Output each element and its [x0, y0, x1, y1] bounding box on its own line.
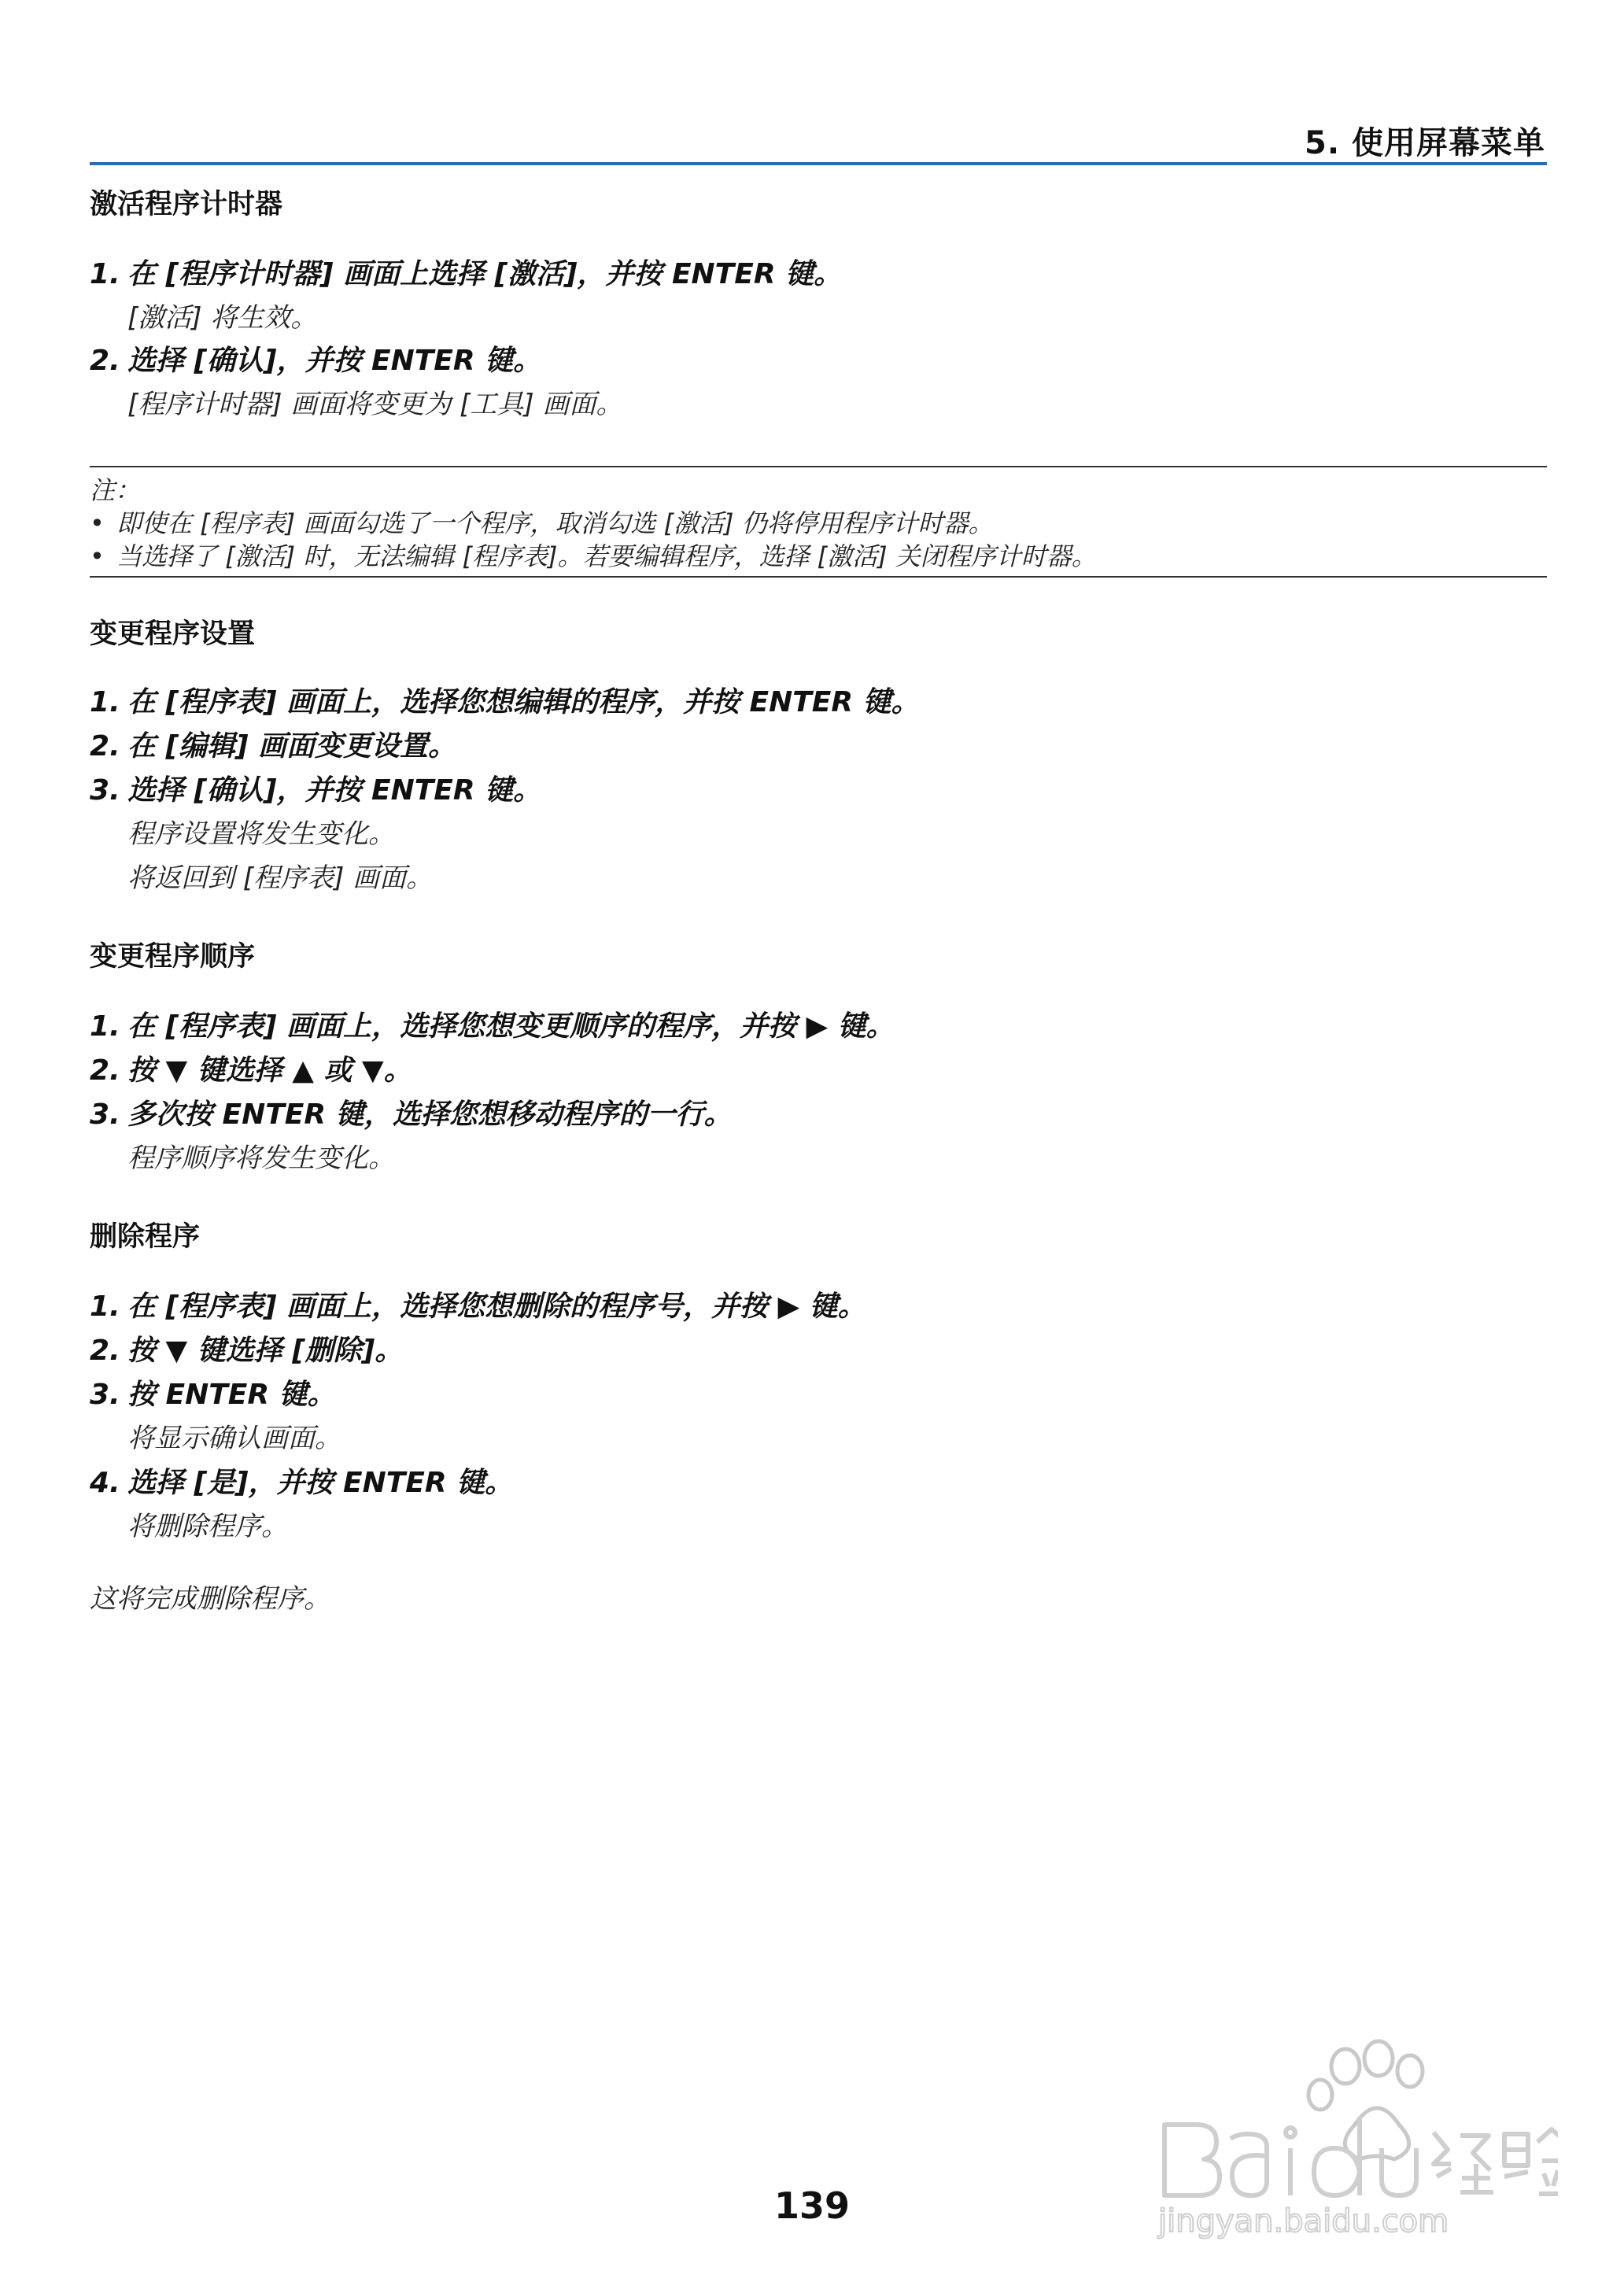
step-number: 2. — [90, 1054, 120, 1087]
note-text: 当选择了 [激活] 时，无法编辑 [程序表]。若要编辑程序，选择 [激活] 关闭程序计时器。 — [116, 541, 1097, 571]
step-number: 3. — [90, 774, 120, 807]
step-item — [90, 338, 541, 378]
step-number: 1. — [90, 1010, 120, 1043]
section-title-delete-program: 删除程序 — [90, 1221, 201, 1253]
bullet-icon: • — [90, 508, 105, 538]
step-text: 按 ▼ 键选择 [删除]。 — [127, 1335, 404, 1367]
section-title-change-order: 变更程序顺序 — [90, 941, 256, 973]
note-text: 即使在 [程序表] 画面勾选了一个程序，取消勾选 [激活] 仍将停用程序计时器。 — [116, 508, 994, 538]
step-number: 2. — [90, 345, 120, 377]
step-item — [90, 1328, 403, 1368]
step-item — [90, 1460, 513, 1501]
note-bottom-rule — [90, 576, 1547, 578]
step-item — [90, 768, 541, 808]
step-item — [90, 1004, 895, 1044]
step-text: 在 [程序表] 画面上，选择您想删除的程序号，并按 ▶ 键。 — [127, 1291, 866, 1323]
watermark-url: jingyan.baidu.com — [1158, 2203, 1449, 2239]
section-title-edit-settings: 变更程序设置 — [90, 618, 256, 650]
bullet-icon: • — [90, 541, 105, 571]
step-detail: 将返回到 [程序表] 画面。 — [127, 862, 434, 894]
step-item — [90, 1048, 412, 1088]
step-text: 选择 [是]，并按 ENTER 键。 — [127, 1467, 514, 1499]
header-divider — [90, 162, 1547, 165]
step-item — [90, 1092, 733, 1132]
section-title-activate: 激活程序计时器 — [90, 189, 283, 220]
step-detail: 程序顺序将发生变化。 — [127, 1143, 395, 1174]
step-number: 1. — [90, 686, 120, 718]
step-detail: [程序计时器] 画面将变更为 [工具] 画面。 — [127, 389, 623, 420]
step-number: 2. — [90, 1335, 120, 1367]
step-number: 1. — [90, 258, 120, 290]
step-detail: 将删除程序。 — [127, 1511, 288, 1542]
step-text: 在 [程序表] 画面上，选择您想编辑的程序，并按 ENTER 键。 — [127, 686, 920, 718]
step-text: 在 [编辑] 画面变更设置。 — [127, 730, 456, 762]
step-text: 按 ENTER 键。 — [127, 1379, 336, 1411]
step-item — [90, 724, 456, 764]
step-item — [90, 1284, 866, 1324]
step-detail: 程序设置将发生变化。 — [127, 818, 395, 850]
step-number: 3. — [90, 1098, 120, 1131]
step-detail: 将显示确认画面。 — [127, 1423, 341, 1454]
step-number: 1. — [90, 1291, 120, 1323]
step-number: 3. — [90, 1379, 120, 1411]
step-number: 4. — [90, 1467, 120, 1499]
chapter-title: 5. 使用屏幕菜单 — [1305, 125, 1545, 161]
step-text: 选择 [确认]，并按 ENTER 键。 — [127, 345, 542, 377]
page-number: 139 — [773, 2184, 851, 2227]
step-detail: [激活] 将生效。 — [127, 302, 318, 334]
step-item — [90, 1372, 336, 1412]
note-top-rule — [90, 466, 1547, 467]
step-number: 2. — [90, 730, 120, 762]
step-item — [90, 252, 842, 292]
step-text: 在 [程序计时器] 画面上选择 [激活]，并按 ENTER 键。 — [127, 258, 843, 290]
note-label: 注： — [90, 475, 141, 505]
step-text: 按 ▼ 键选择 ▲ 或 ▼。 — [127, 1054, 412, 1087]
baidu-watermark-logo — [1149, 2038, 1558, 2243]
step-item — [90, 680, 920, 720]
closing-sentence: 这将完成删除程序。 — [90, 1583, 330, 1615]
step-text: 选择 [确认]，并按 ENTER 键。 — [127, 774, 542, 807]
note-item — [90, 504, 994, 540]
note-item — [90, 537, 1097, 573]
step-text: 在 [程序表] 画面上，选择您想变更顺序的程序，并按 ▶ 键。 — [127, 1010, 895, 1043]
step-text: 多次按 ENTER 键，选择您想移动程序的一行。 — [127, 1098, 733, 1131]
